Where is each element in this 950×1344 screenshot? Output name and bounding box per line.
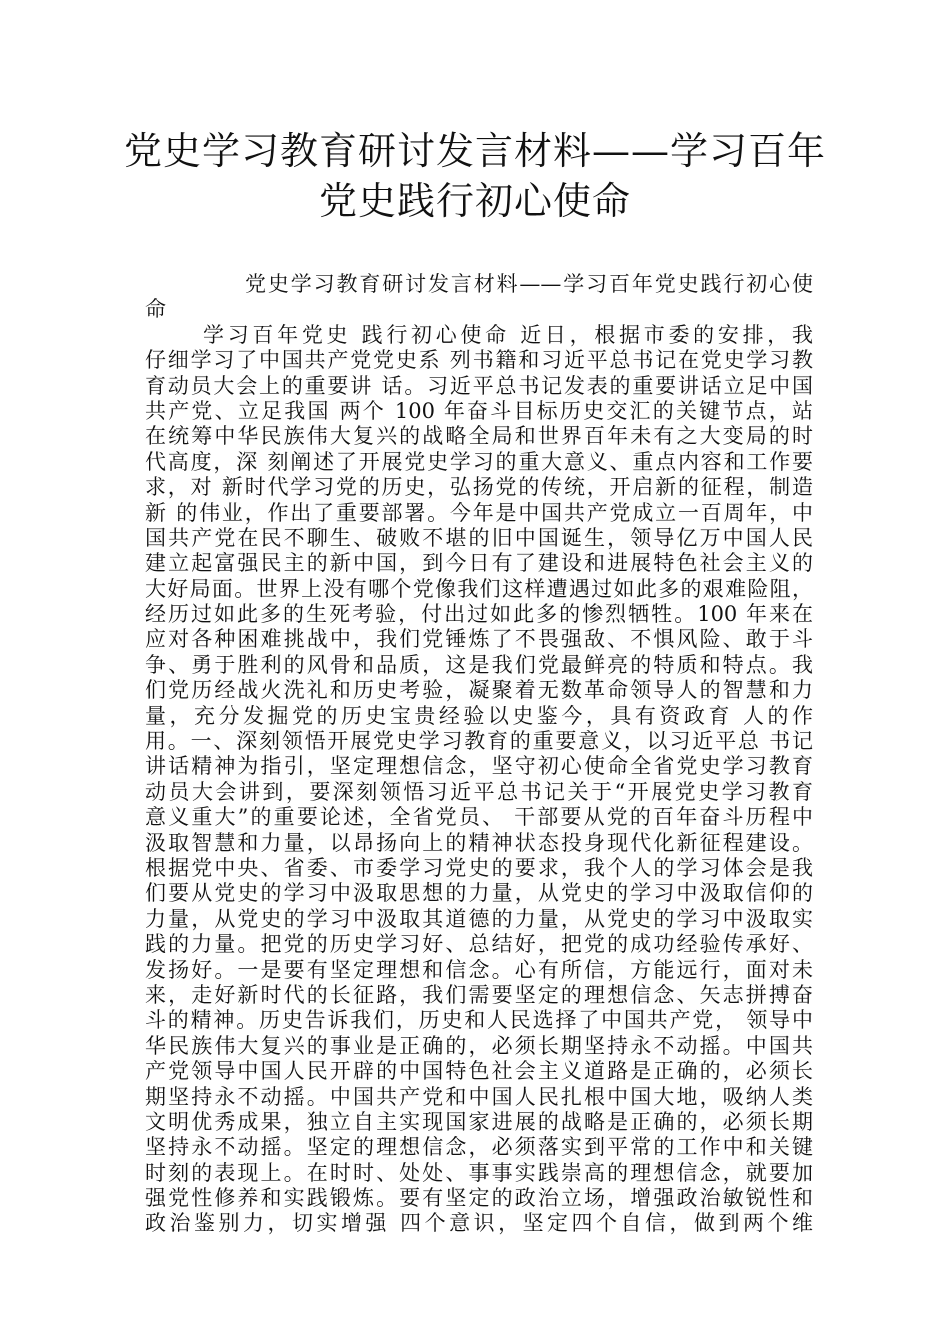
body-line: 强党性修养和实践锻炼。要有坚定的政治立场，增强政治敏锐性和 xyxy=(145,1186,813,1211)
title-line-2: 党史践行初心使命 xyxy=(318,179,631,223)
body-line: 仔细学习了中国共产党党史系 列书籍和习近平总书记在党史学习教 xyxy=(145,348,813,373)
body-line: 期坚持永不动摇。中国共产党和中国人民扎根中国大地，吸纳人类 xyxy=(145,1084,813,1109)
body-line: 量，充分发掘党的历史宝贵经验以史鉴今，具有资政育 人的作 xyxy=(145,703,813,728)
body-line: 争、勇于胜利的风骨和品质，这是我们党最鲜亮的特质和特点。我 xyxy=(145,652,813,677)
body-line: 根据党中央、省委、市委学习党史的要求，我个人的学习体会是我 xyxy=(145,855,813,880)
body-line: 动员大会讲到，要深刻领悟习近平总书记关于“开展党史学习教育 xyxy=(145,779,813,804)
body-line: 斗的精神。历史告诉我们，历史和人民选择了中国共产党， 领导中 xyxy=(145,1008,813,1033)
document-title xyxy=(120,126,830,226)
body-line: 国共产党在民不聊生、破败不堪的旧中国诞生，领导亿万中国人民 xyxy=(145,525,813,550)
body-line: 学习百年党史 践行初心使命 近日，根据市委的安排，我 xyxy=(203,322,813,347)
body-line: 新 的伟业，作出了重要部署。今年是中国共产党成立一百周年，中 xyxy=(145,500,813,525)
body-line: 代高度，深 刻阐述了开展党史学习的重大意义、重点内容和工作要 xyxy=(145,449,813,474)
body-line: 讲话精神为指引，坚定理想信念，坚守初心使命全省党史学习教育 xyxy=(145,754,813,779)
body-line: 文明优秀成果，独立自主实现国家进展的战略是正确的，必须长期 xyxy=(145,1109,813,1134)
body-line: 时刻的表现上。在时时、处处、事事实践崇高的理想信念，就要加 xyxy=(145,1160,813,1185)
body-line: 发扬好。一是要有坚定理想和信念。心有所信，方能远行，面对未 xyxy=(145,957,813,982)
subtitle-line: 命 xyxy=(145,297,166,322)
body-line: 求，对 新时代学习党的历史，弘扬党的传统，开启新的征程，制造 xyxy=(145,475,813,500)
body-line: 坚持永不动摇。坚定的理想信念，必须落实到平常的工作中和关键 xyxy=(145,1135,813,1160)
body-line: 们要从党史的学习中汲取思想的力量，从党史的学习中汲取信仰的 xyxy=(145,881,813,906)
body-line: 应对各种困难挑战中，我们党锤炼了不畏强敌、不惧风险、敢于斗 xyxy=(145,627,813,652)
document-body xyxy=(145,272,813,1237)
body-line: 经历过如此多的生死考验，付出过如此多的惨烈牺牲。100 年来在 xyxy=(145,602,813,627)
body-line: 华民族伟大复兴的事业是正确的，必须长期坚持永不动摇。中国共 xyxy=(145,1033,813,1058)
body-line: 力量，从党史的学习中汲取其道德的力量，从党史的学习中汲取实 xyxy=(145,906,813,931)
body-line: 建立起富强民主的新中国，到今日有了建设和进展特色社会主义的 xyxy=(145,551,813,576)
body-line: 汲取智慧和力量，以昂扬向上的精神状态投身现代化新征程建设。 xyxy=(145,830,813,855)
body-line: 共产党、立足我国 两个 100 年奋斗目标历史交汇的关键节点，站 xyxy=(145,398,813,423)
title-line-1: 党史学习教育研讨发言材料——学习百年 xyxy=(123,129,826,173)
subtitle-line: 党史学习教育研讨发言材料——学习百年党史践行初心使 xyxy=(245,272,813,296)
body-line: 意义重大”的重要论述，全省党员、 干部要从党的百年奋斗历程中 xyxy=(145,805,813,830)
body-line: 用。一、深刻领悟开展党史学习教育的重要意义，以习近平总 书记 xyxy=(145,729,813,754)
body-line: 来，走好新时代的长征路，我们需要坚定的理想信念、矢志拼搏奋 xyxy=(145,982,813,1007)
body-line: 产党领导中国人民开辟的中国特色社会主义道路是正确的，必须长 xyxy=(145,1059,813,1084)
body-line: 在统筹中华民族伟大复兴的战略全局和世界百年未有之大变局的时 xyxy=(145,424,813,449)
body-line: 育动员大会上的重要讲 话。习近平总书记发表的重要讲话立足中国 xyxy=(145,373,813,398)
body-line: 政治鉴别力，切实增强 四个意识，坚定四个自信，做到两个维 xyxy=(145,1211,813,1236)
body-line: 大好局面。世界上没有哪个党像我们这样遭遇过如此多的艰难险阻， xyxy=(145,576,813,601)
body-line: 践的力量。把党的历史学习好、总结好，把党的成功经验传承好、 xyxy=(145,932,813,957)
body-line: 们党历经战火洗礼和历史考验，凝聚着无数革命领导人的智慧和力 xyxy=(145,678,813,703)
